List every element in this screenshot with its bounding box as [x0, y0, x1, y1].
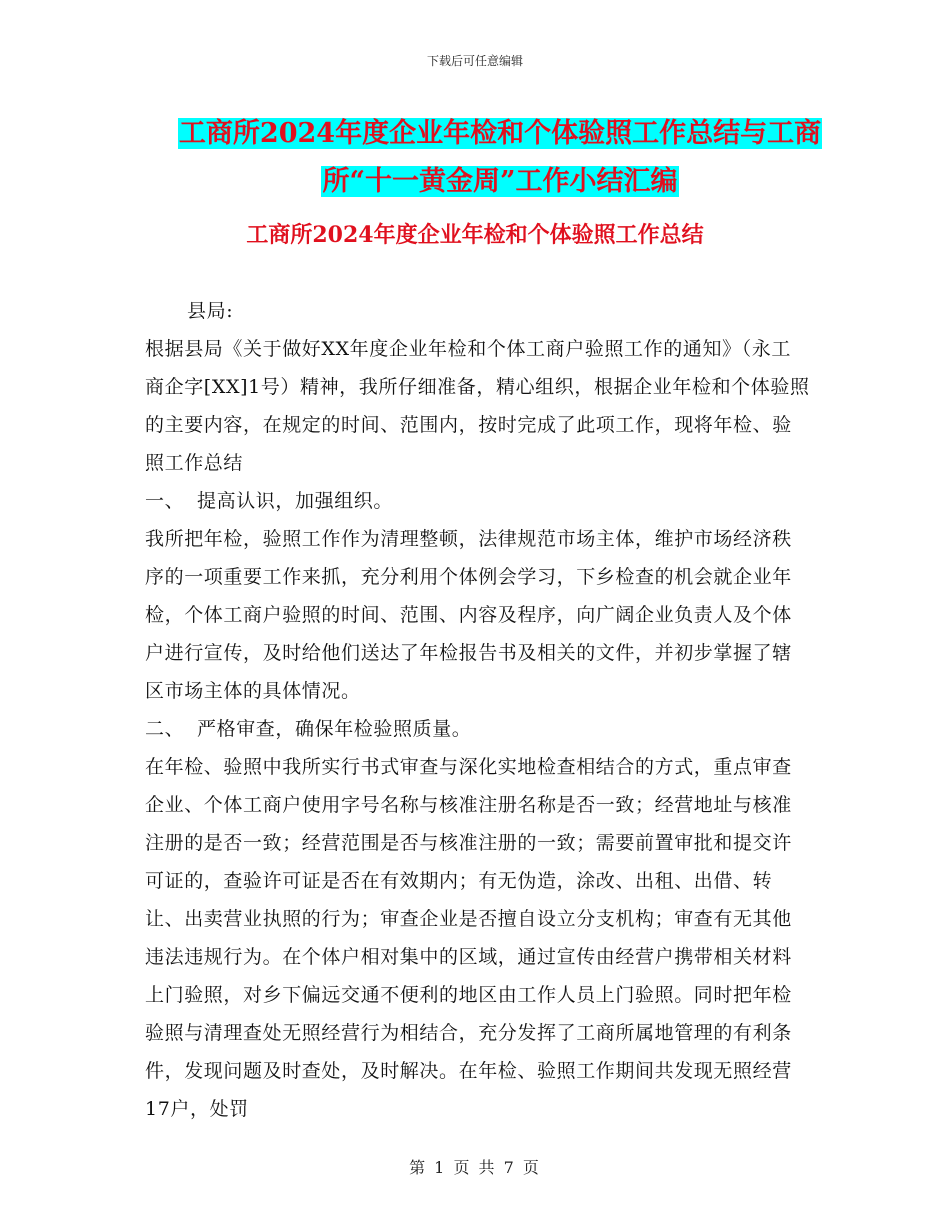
main-title-line1: 工商所2024年度企业年检和个体验照工作总结与工商	[178, 118, 822, 149]
heading-two-number: 二、	[145, 718, 185, 740]
heading-one	[145, 482, 810, 520]
section-title: 工商所2024年度企业年检和个体验照工作总结	[246, 222, 704, 248]
greeting: 县局:	[187, 300, 234, 322]
document-body	[145, 292, 810, 1128]
main-title	[150, 110, 850, 206]
header-note: 下载后可任意编辑	[426, 54, 523, 68]
page-footer: 第 1 页 共 7 页	[409, 1158, 541, 1177]
paragraph-awareness: 我所把年检，验照工作作为清理整顿，法律规范市场主体，维护市场经济秩序的一项重要工作来抓，充分利用个体例会学习，下乡检查的机会就企业年检，个体工商户验照的时间、范围、内容及程序，向广阔企业负责人及个体户进行宣传，及时给他们送达了年检报告书及相关的文件，并初步掌握了辖区市场主体的具体情况。	[145, 528, 792, 702]
heading-one-text: 提高认识，加强组织。	[197, 490, 394, 512]
heading-two	[145, 710, 810, 748]
heading-two-text: 严格审查，确保年检验照质量。	[197, 718, 472, 740]
main-title-line2: 所“十一黄金周”工作小结汇编	[322, 166, 678, 197]
paragraph-review: 在年检、验照中我所实行书式审查与深化实地检查相结合的方式，重点审查企业、个体工商户使用字号名称与核准注册名称是否一致；经营地址与核准注册的是否一致；经营范围是否与核准注册的一致；需要前置审批和提交许可证的，查验许可证是否在有效期内；有无伪造，涂改、出租、出借、转让、出卖营业执照的行为；审查企业是否擅自设立分支机构；审查有无其他违法违规行为。在个体户相对集中的区域，通过宣传由经营户携带相关材料上门验照，对乡下偏远交通不便利的地区由工作人员上门验照。同时把年检验照与清理查处无照经营行为相结合，充分发挥了工商所属地管理的有利条件，发现问题及时查处，及时解决。在年检、验照工作期间共发现无照经营17户，处罚	[145, 756, 792, 1120]
heading-one-number: 一、	[145, 490, 185, 512]
paragraph-intro: 根据县局《关于做好XX年度企业年检和个体工商户验照工作的通知》（永工商企字[XX]1号）精神，我所仔细准备，精心组织，根据企业年检和个体验照的主要内容，在规定的时间、范围内，按时完成了此项工作，现将年检、验照工作总结	[145, 338, 810, 474]
